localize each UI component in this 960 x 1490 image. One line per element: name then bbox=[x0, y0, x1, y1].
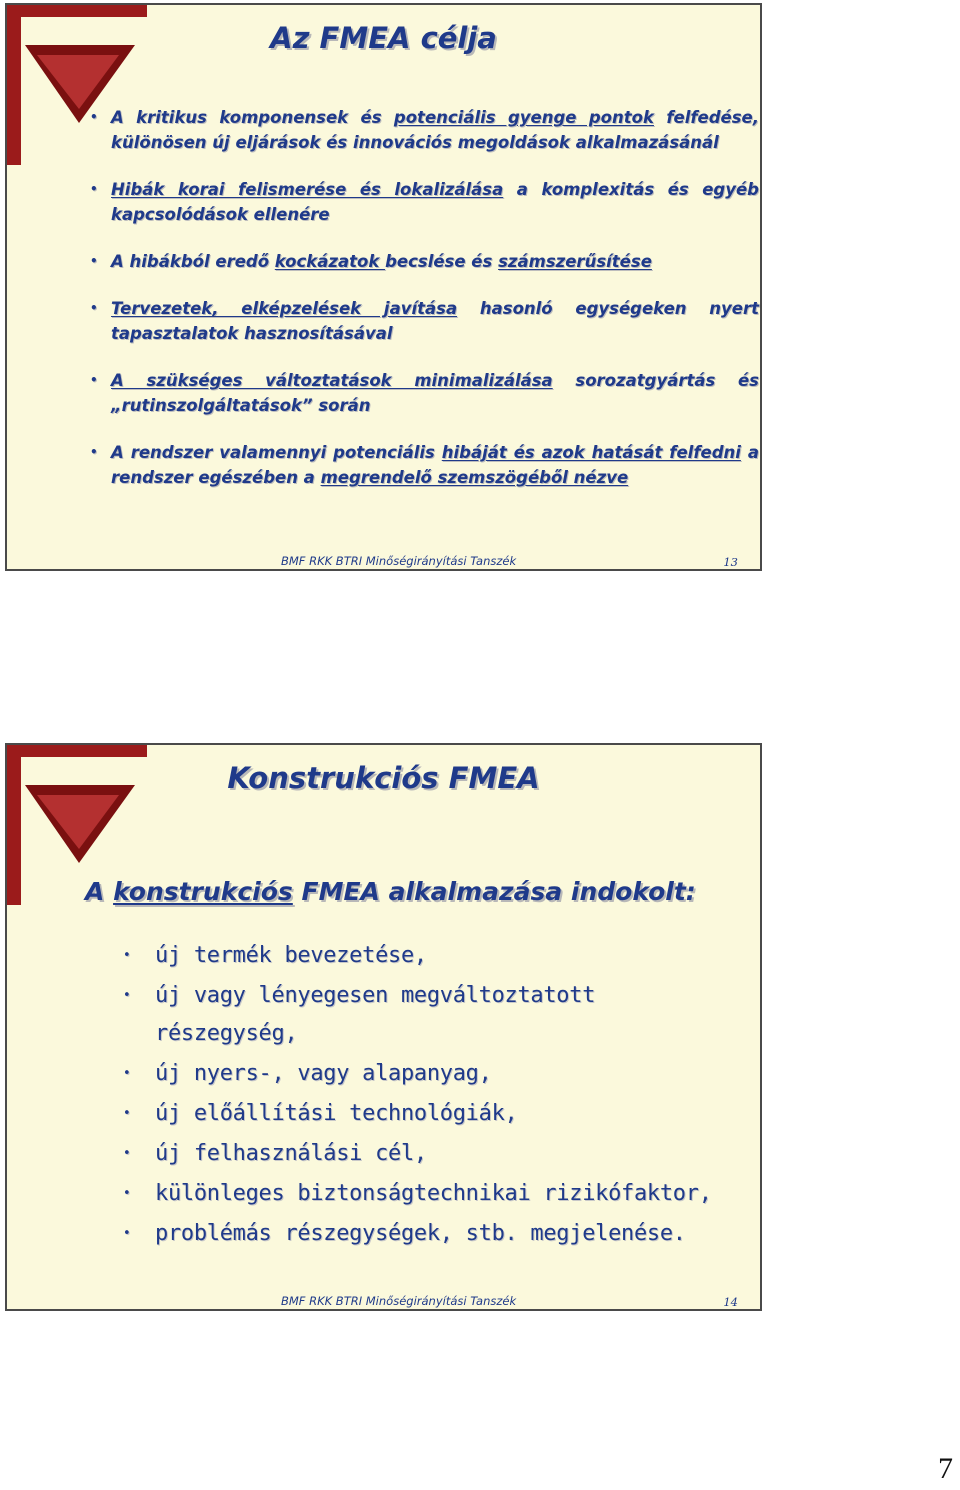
slide-title: Az FMEA célja bbox=[270, 21, 497, 55]
slide-number: 14 bbox=[723, 1295, 738, 1309]
underlined-text: hibáját és azok hatását felfedni bbox=[441, 443, 741, 462]
bullet-text: a komplexitás és egyéb kapcsolódások ellenére bbox=[111, 180, 759, 224]
bullet-text: új nyers-, vagy alapanyag, bbox=[155, 1061, 492, 1086]
bullet-text: A kritikus komponensek és bbox=[111, 108, 394, 127]
bullet-item bbox=[87, 368, 759, 418]
bullet-item bbox=[119, 977, 739, 1053]
bullet-item bbox=[87, 105, 759, 155]
underlined-text: Hibák korai felismerése és lokalizálása bbox=[111, 180, 504, 199]
bullet-text: új felhasználási cél, bbox=[155, 1141, 427, 1166]
slide-14 bbox=[5, 743, 762, 1311]
bullet-text: sorozatgyártás és „rutinszolgáltatások” során bbox=[111, 371, 760, 415]
bullet-marker: • bbox=[90, 301, 98, 315]
underlined-text: kockázatok bbox=[274, 252, 386, 271]
slide-footer: BMF RKK BTRI Minőségirányítási Tanszék bbox=[281, 554, 517, 568]
bullet-text: becslése és bbox=[385, 252, 499, 271]
bullet-text: különleges biztonságtechnikai rizikófaktor, bbox=[155, 1181, 712, 1206]
bullet-item bbox=[119, 937, 739, 975]
bullet-item bbox=[119, 1135, 739, 1173]
heading-underlined: konstrukciós bbox=[113, 877, 293, 906]
bullet-text: új vagy lényegesen megváltoztatott részegység, bbox=[155, 983, 596, 1046]
underlined-text: A szükséges változtatások minimalizálása bbox=[111, 371, 553, 390]
slide-heading bbox=[85, 877, 696, 906]
bullet-text: új előállítási technológiák, bbox=[155, 1101, 518, 1126]
document-page-number: 7 bbox=[938, 1452, 953, 1485]
slide-13 bbox=[5, 3, 762, 571]
slide-title: Konstrukciós FMEA bbox=[227, 761, 540, 795]
bullet-text: A rendszer valamennyi potenciális bbox=[111, 443, 442, 462]
bullet-marker: • bbox=[90, 182, 98, 196]
underlined-text: Tervezetek, elképzelések javítása bbox=[111, 299, 458, 318]
bullet-marker: • bbox=[123, 1106, 131, 1121]
bullet-text: felfedése, különösen új eljárások és innovációs megoldások alkalmazásánál bbox=[111, 108, 760, 152]
bullet-marker: • bbox=[123, 948, 131, 963]
underlined-text: potenciális gyenge pontok bbox=[393, 108, 654, 127]
bullet-marker: • bbox=[90, 254, 98, 268]
slide-number: 13 bbox=[723, 555, 738, 569]
bullet-list bbox=[87, 105, 759, 490]
underlined-text: számszerűsítése bbox=[498, 252, 652, 271]
bullet-text: A hibákból eredő bbox=[111, 252, 275, 271]
bullet-marker: • bbox=[123, 1186, 131, 1201]
bullet-text: hasonló egységeken nyert tapasztalatok hasznosításával bbox=[111, 299, 759, 343]
bullet-item bbox=[119, 1215, 739, 1253]
heading-prefix: A bbox=[85, 877, 114, 906]
bullet-marker: • bbox=[123, 1226, 131, 1241]
bullet-text: új termék bevezetése, bbox=[155, 943, 427, 968]
bullet-list bbox=[119, 937, 739, 1253]
bullet-marker: • bbox=[123, 1146, 131, 1161]
bullet-item bbox=[119, 1055, 739, 1093]
bullet-marker: • bbox=[123, 1066, 131, 1081]
bullet-text: problémás részegységek, stb. megjelenése. bbox=[155, 1221, 686, 1246]
bullet-item bbox=[87, 440, 759, 490]
bullet-marker: • bbox=[90, 373, 98, 387]
underlined-text: megrendelő szemszögéből nézve bbox=[320, 468, 629, 487]
bullet-item bbox=[119, 1175, 739, 1213]
bullet-marker: • bbox=[90, 445, 98, 459]
bullet-item bbox=[119, 1095, 739, 1133]
bullet-item bbox=[87, 296, 759, 346]
bullet-marker: • bbox=[123, 988, 131, 1003]
bullet-text: a rendszer egészében a bbox=[111, 443, 759, 487]
bullet-item bbox=[87, 177, 759, 227]
slide-footer: BMF RKK BTRI Minőségirányítási Tanszék bbox=[281, 1294, 517, 1308]
bullet-marker: • bbox=[90, 110, 98, 124]
bullet-item bbox=[87, 249, 759, 274]
heading-suffix: FMEA alkalmazása indokolt: bbox=[292, 877, 696, 906]
